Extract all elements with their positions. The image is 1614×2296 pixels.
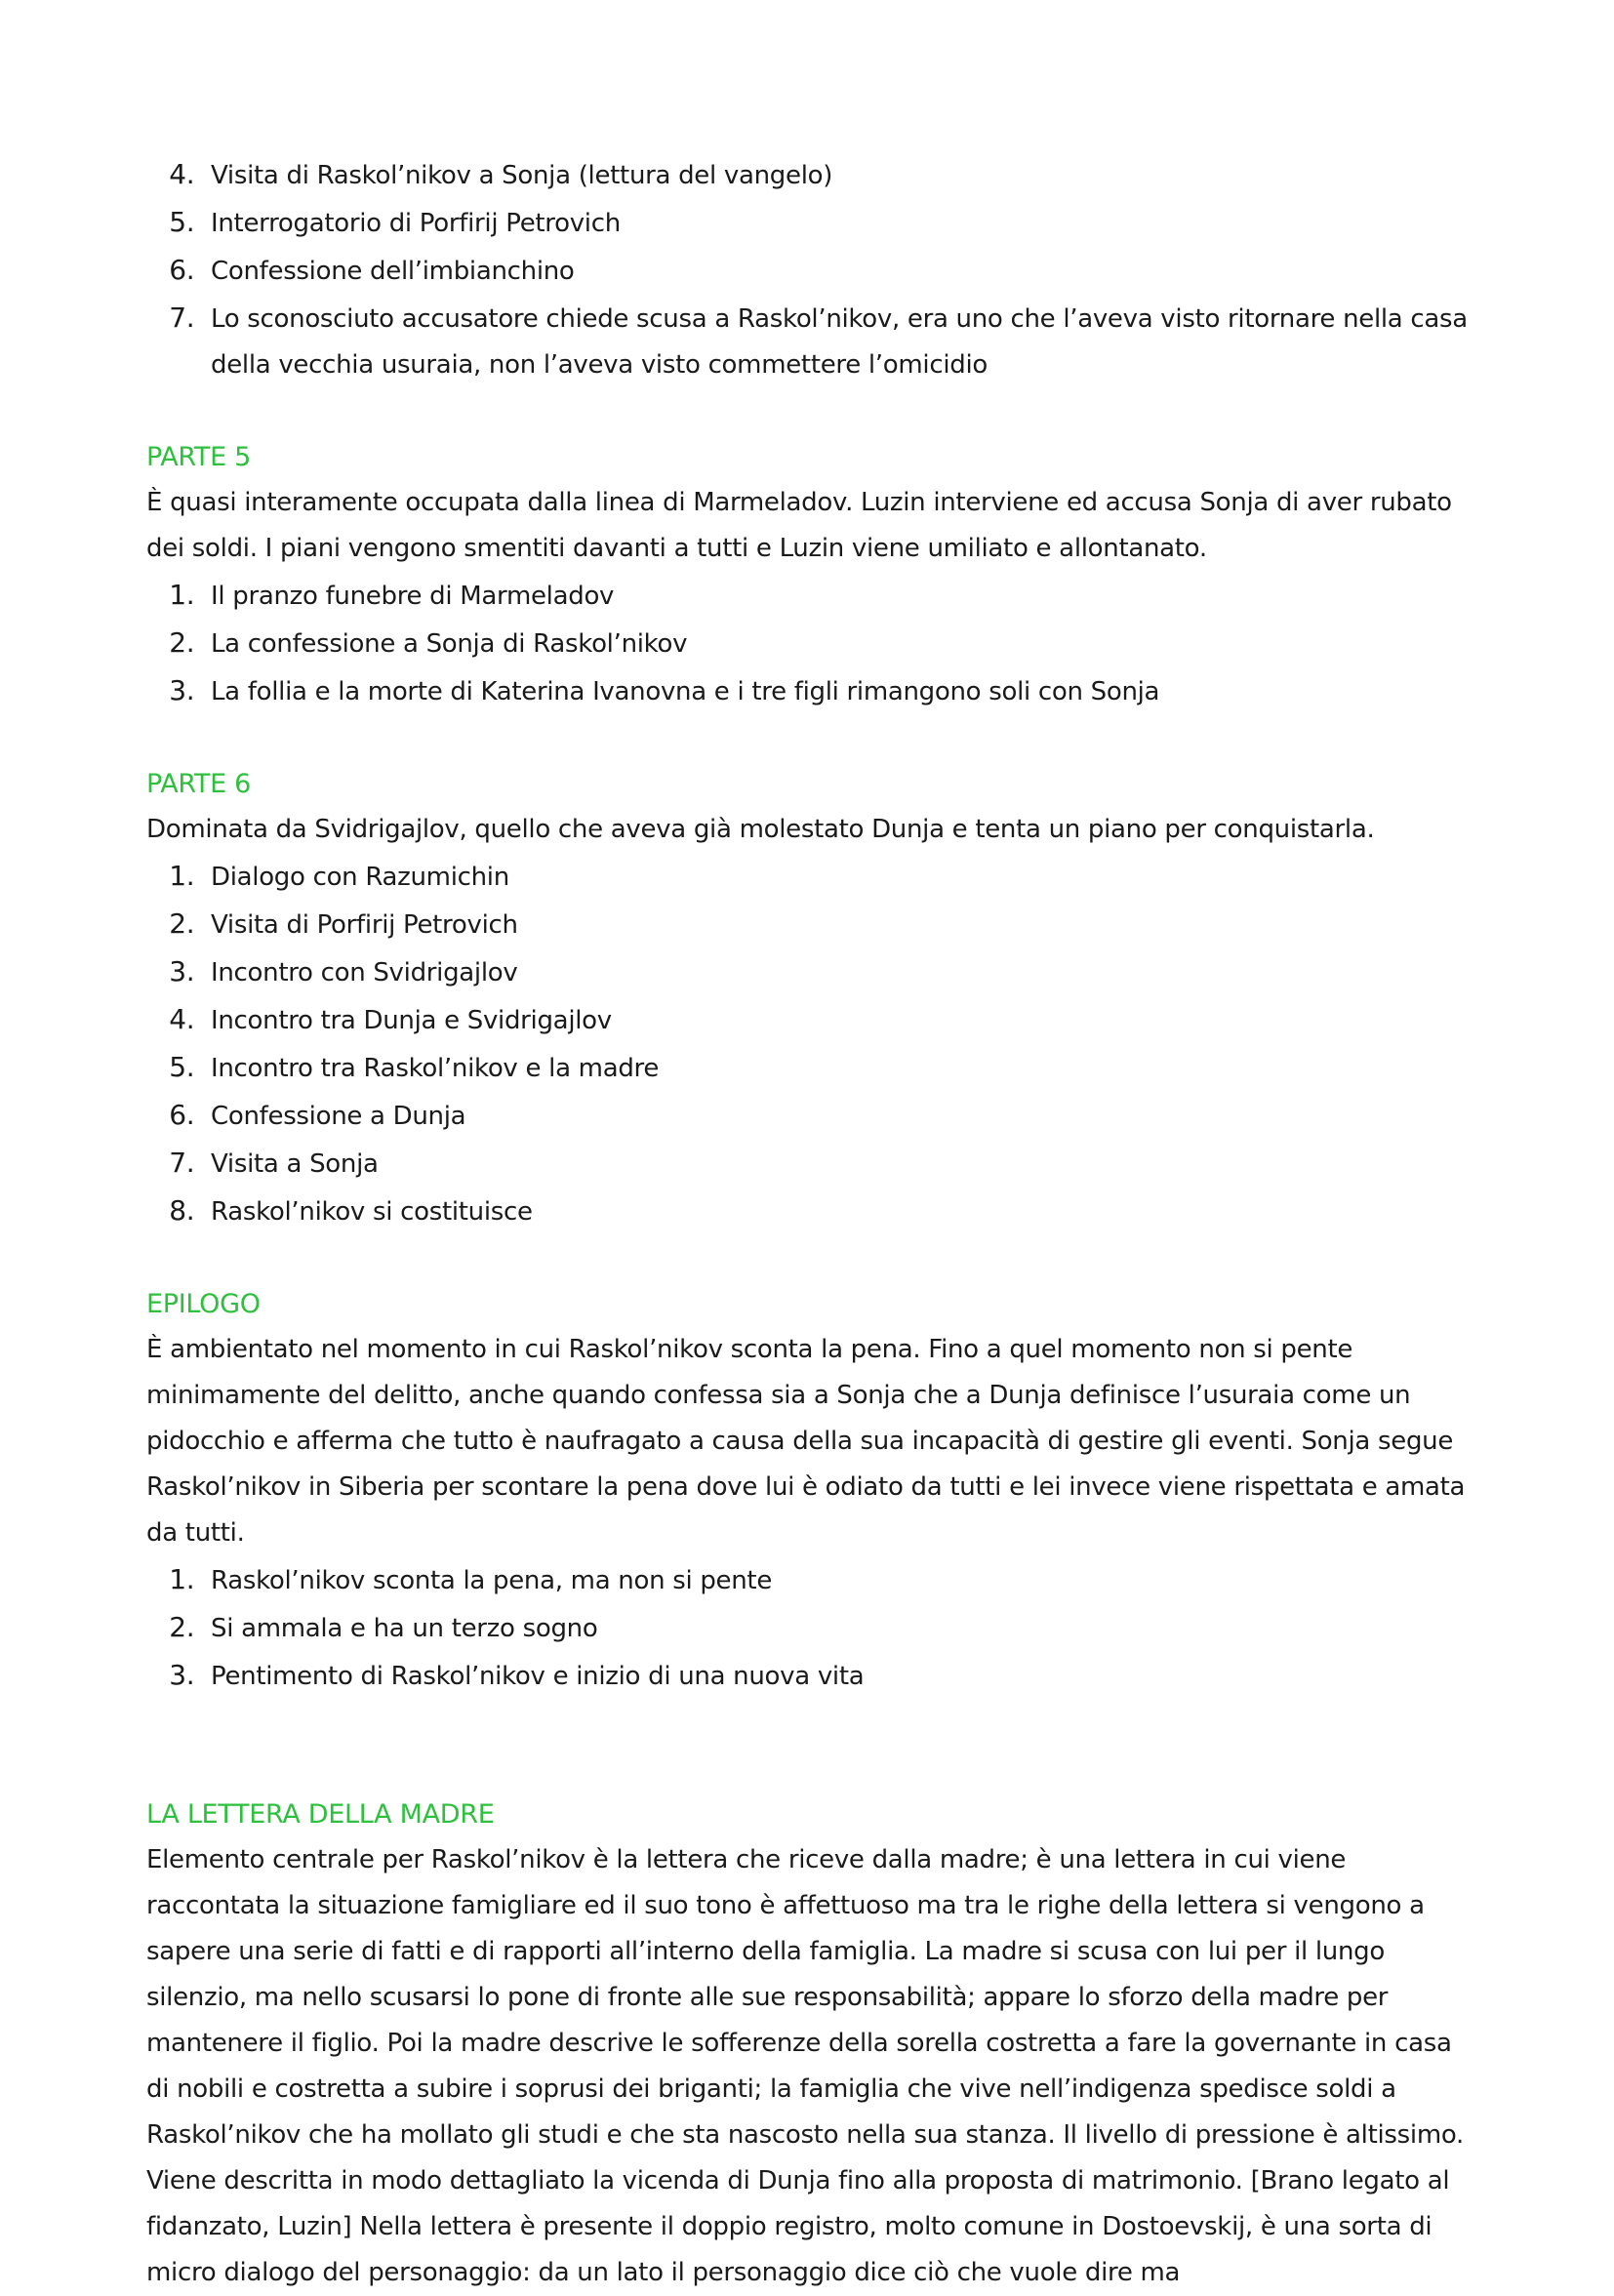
list-item: 6. Confessione a Dunja	[203, 1092, 1473, 1140]
list-item: 7. Lo sconosciuto accusatore chiede scusa a Raskol’nikov, era uno che l’aveva visto ritornare nella casa della vecchia usuraia, non l’aveva visto commettere l’omicidio	[203, 295, 1473, 388]
list-item: 3. La follia e la morte di Katerina Ivanovna e i tre figli rimangono soli con Sonja	[203, 667, 1473, 715]
list-item: 1. Raskol’nikov sconta la pena, ma non si pente	[203, 1556, 1473, 1604]
section-text-epilogo: È ambientato nel momento in cui Raskol’nikov sconta la pena. Fino a quel momento non si pente minimamente del delitto, anche quando confessa sia a Sonja che a Dunja definisce l’usuraia come un pidocchio e afferma che tutto è naufragato a causa della sua incapacità di gestire gli eventi. Sonja segue Raskol’nikov in Siberia per scontare la pena dove lui è odiato da tutti e lei invece viene rispettata e amata da tutti.	[146, 1335, 1466, 1548]
section-heading-parte5: PARTE 5	[146, 442, 252, 472]
list-item: 4. Incontro tra Dunja e Svidrigajlov	[203, 996, 1473, 1044]
section-text-parte6: Dominata da Svidrigajlov, quello che aveva già molestato Dunja e tenta un piano per conquistarla.	[146, 815, 1375, 844]
list-item: 8. Raskol’nikov si costituisce	[203, 1188, 1473, 1235]
list-item: 2. Visita di Porfirij Petrovich	[203, 901, 1473, 948]
list-item: 5. Interrogatorio di Porfirij Petrovich	[203, 199, 1473, 247]
list-item: 4. Visita di Raskol’nikov a Sonja (lettura del vangelo)	[203, 151, 1473, 199]
parte5-list	[146, 572, 1473, 715]
list-item: 2. Si ammala e ha un terzo sogno	[203, 1604, 1473, 1652]
list-item: 1. Dialogo con Razumichin	[203, 853, 1473, 901]
list-item: 5. Incontro tra Raskol’nikov e la madre	[203, 1044, 1473, 1092]
epilogo-list	[146, 1556, 1473, 1700]
list-item: 7. Visita a Sonja	[203, 1140, 1473, 1188]
section-text-parte5: È quasi interamente occupata dalla linea di Marmeladov. Luzin interviene ed accusa Sonja di aver rubato dei soldi. I piani vengono smentiti davanti a tutti e Luzin viene umiliato e allontanato.	[146, 488, 1452, 563]
list-item: 2. La confessione a Sonja di Raskol’nikov	[203, 620, 1473, 667]
section-heading-parte6: PARTE 6	[146, 769, 252, 799]
list-item: 3. Pentimento di Raskol’nikov e inizio di una nuova vita	[203, 1652, 1473, 1700]
section-heading-lettera: LA LETTERA DELLA MADRE	[146, 1799, 495, 1830]
section-text-lettera: Elemento centrale per Raskol’nikov è la lettera che riceve dalla madre; è una lettera in cui viene raccontata la situazione famigliare ed il suo tono è affettuoso ma tra le righe della lettera si vengono a sapere una serie di fatti e di rapporti all’interno della famiglia. La madre si scusa con lui per il lungo silenzio, ma nello scusarsi lo pone di fronte alle sue responsabilità; appare lo sforzo della madre per mantenere il figlio. Poi la madre descrive le sofferenze della sorella costretta a fare la governante in casa di nobili e costretta a subire i soprusi dei briganti; la famiglia che vive nell’indigenza spedisce soldi a Raskol’nikov che ha mollato gli studi e che sta nascosto nella sua stanza. Il livello di pressione è altissimo. Viene descritta in modo dettagliato la vicenda di Dunja fino alla proposta di matrimonio. [Brano legato al fidanzato, Luzin] Nella lettera è presente il doppio registro, molto comune in Dostoevskij, è una sorta di micro dialogo del personaggio: da un lato il personaggio dice ciò che vuole dire ma	[146, 1845, 1464, 2287]
top-list	[146, 151, 1473, 388]
section-heading-epilogo: EPILOGO	[146, 1289, 261, 1319]
document-content	[146, 151, 1473, 2296]
list-item: 1. Il pranzo funebre di Marmeladov	[203, 572, 1473, 620]
list-item: 3. Incontro con Svidrigajlov	[203, 948, 1473, 996]
list-item: 6. Confessione dell’imbianchino	[203, 247, 1473, 295]
parte6-list	[146, 853, 1473, 1235]
